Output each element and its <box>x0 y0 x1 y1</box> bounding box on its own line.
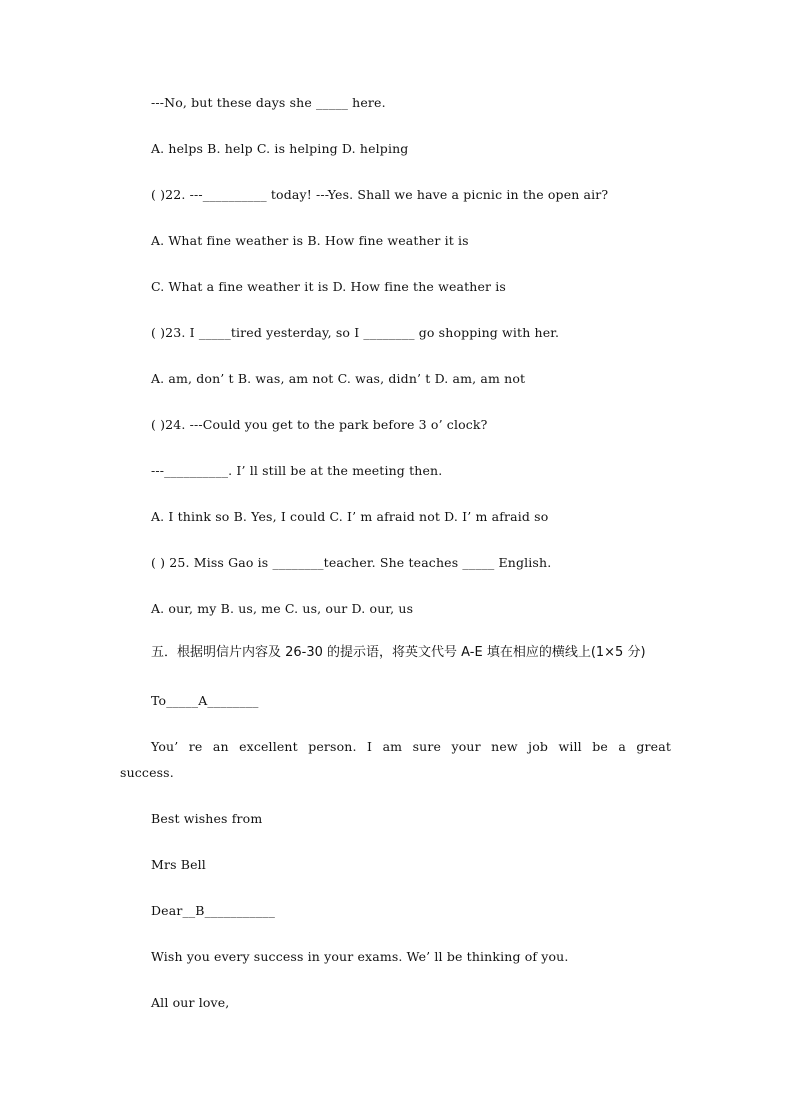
q21-answer-line: ---No, but these days she _____ here. <box>151 95 386 110</box>
q25-options: A. our, my B. us, me C. us, our D. our, us <box>151 601 414 616</box>
postcard-a-to: To_____A________ <box>151 693 259 708</box>
q22-options-ab: A. What fine weather is B. How fine weather it is <box>151 233 469 248</box>
postcard-b-body: Wish you every success in your exams. We’ ll be thinking of you. <box>151 949 569 964</box>
q24-question: ( )24. ---Could you get to the park before 3 o’ clock? <box>151 417 488 432</box>
q24-options: A. I think so B. Yes, I could C. I’ m afraid not D. I’ m afraid so <box>151 509 549 524</box>
postcard-a-body-continued: success. <box>120 765 174 780</box>
q22-options-cd: C. What a fine weather it is D. How fine the weather is <box>151 279 506 294</box>
q24-answer-line: ---__________. I’ ll still be at the meeting then. <box>151 463 443 478</box>
postcard-b-closing: All our love, <box>151 995 230 1010</box>
q23-options: A. am, don’ t B. was, am not C. was, didn’ t D. am, am not <box>151 371 526 386</box>
q22-question: ( )22. ---__________ today! ---Yes. Shall we have a picnic in the open air? <box>151 187 609 202</box>
postcard-a-signature: Mrs Bell <box>151 857 206 872</box>
q25-question: ( ) 25. Miss Gao is ________teacher. She teaches _____ English. <box>151 555 552 570</box>
q23-question: ( )23. I _____tired yesterday, so I ________ go shopping with her. <box>151 325 560 340</box>
q21-options: A. helps B. help C. is helping D. helping <box>151 141 409 156</box>
postcard-a-body: You’ re an excellent person. I am sure your new job will be a great <box>151 739 671 754</box>
postcard-b-greeting: Dear__B___________ <box>151 903 275 918</box>
section-five-heading: 五．根据明信片内容及 26-30 的提示语，将英文代号 A-E 填在相应的横线上(1×5 分) <box>151 645 646 660</box>
postcard-a-closing: Best wishes from <box>151 811 263 826</box>
